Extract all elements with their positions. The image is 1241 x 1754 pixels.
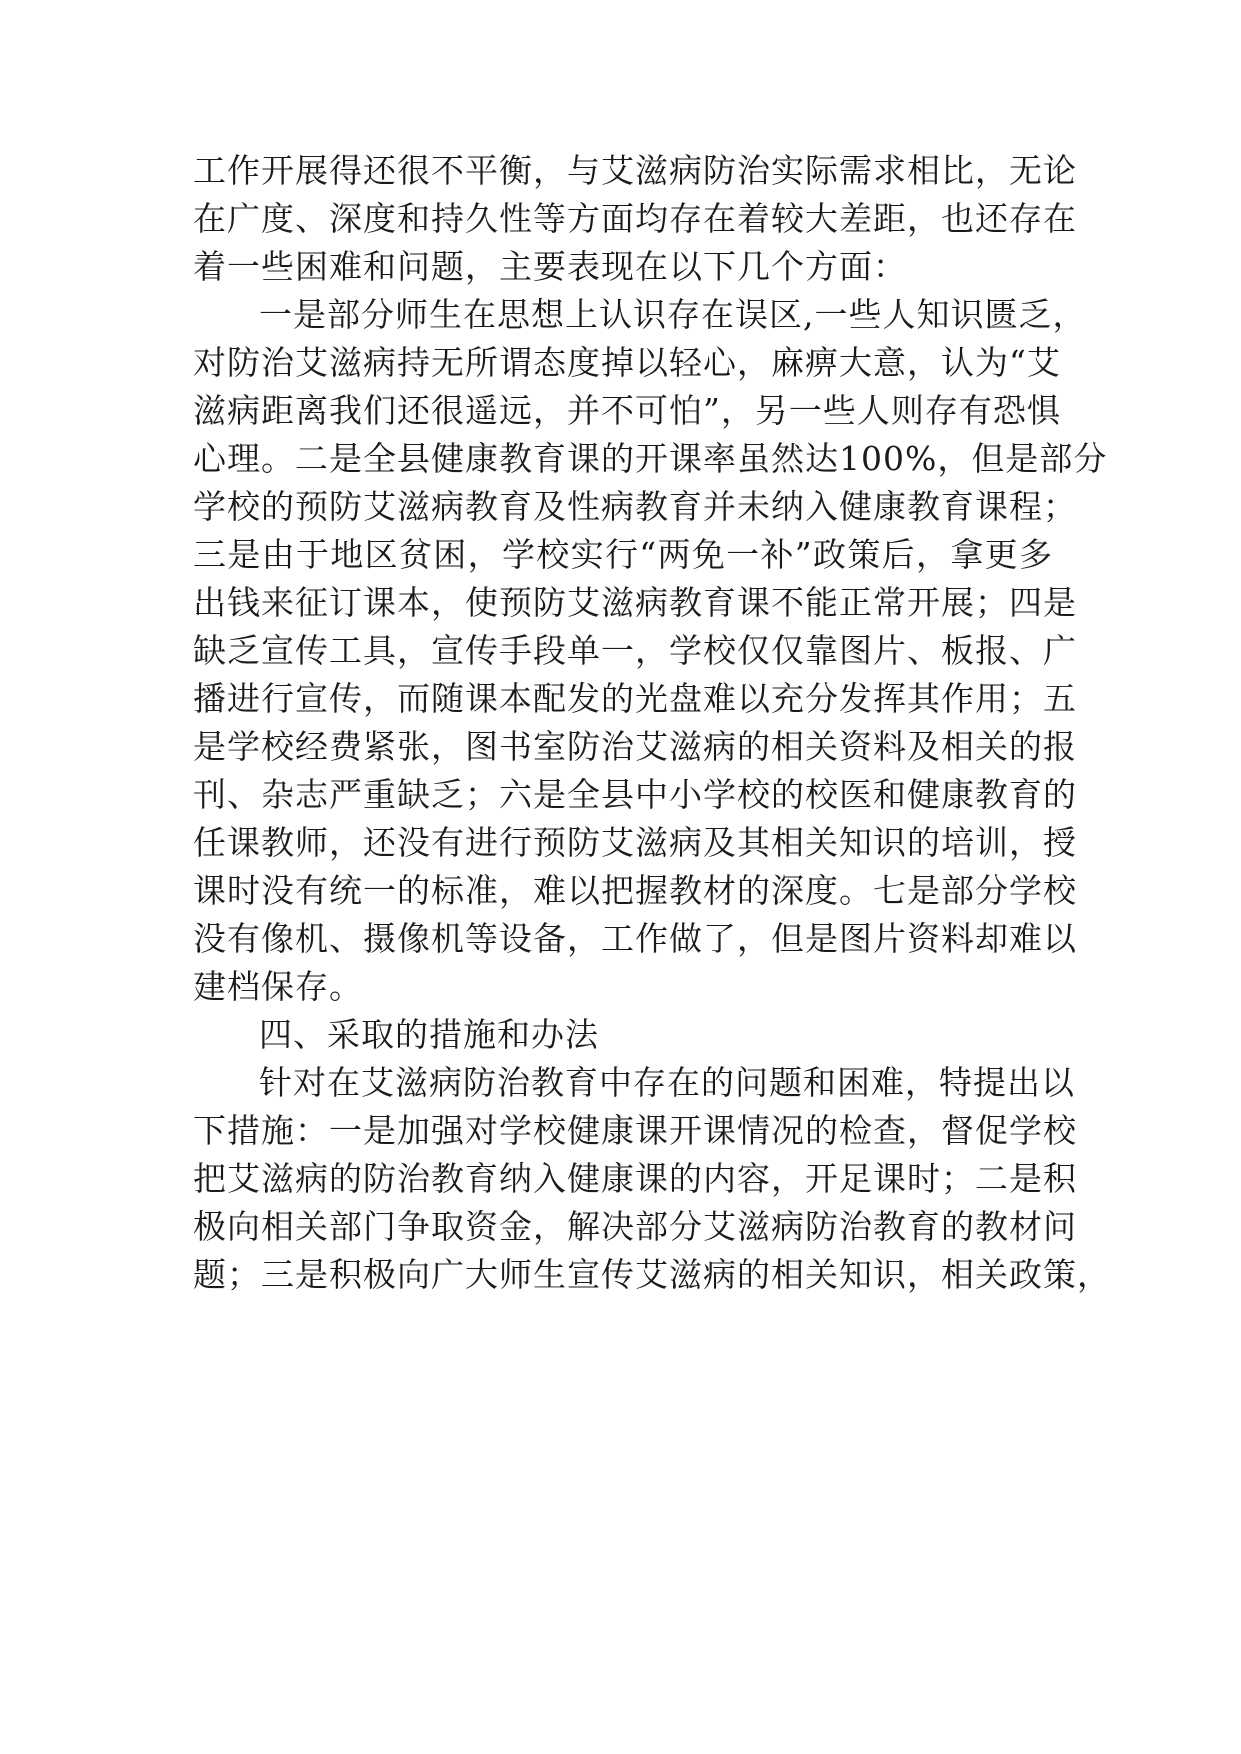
paragraph-line: 一是部分师生在思想上认识存在误区,一些人知识匮乏， xyxy=(259,295,1087,334)
paragraph-line: 刊、杂志严重缺乏；六是全县中小学校的校医和健康教育的 xyxy=(193,775,1077,814)
paragraph-line: 题；三是积极向广大师生宣传艾滋病的相关知识，相关政策， xyxy=(193,1255,1111,1294)
paragraph-line: 课时没有统一的标准，难以把握教材的深度。七是部分学校 xyxy=(193,871,1077,910)
paragraph-line: 滋病距离我们还很遥远，并不可怕”，另一些人则存有恐惧 xyxy=(193,391,1061,430)
paragraph-line: 缺乏宣传工具，宣传手段单一，学校仅仅靠图片、板报、广 xyxy=(193,631,1077,670)
paragraph-line: 工作开展得还很不平衡，与艾滋病防治实际需求相比，无论 xyxy=(193,151,1077,190)
paragraph-line: 出钱来征订课本，使预防艾滋病教育课不能正常开展；四是 xyxy=(193,583,1077,622)
paragraph-line: 任课教师，还没有进行预防艾滋病及其相关知识的培训，授 xyxy=(193,823,1077,862)
paragraph-line: 没有像机、摄像机等设备，工作做了，但是图片资料却难以 xyxy=(193,919,1077,958)
section-heading: 四、采取的措施和办法 xyxy=(259,1015,599,1054)
paragraph-line: 三是由于地区贫困，学校实行“两免一补”政策后，拿更多 xyxy=(193,535,1053,574)
paragraph-line: 下措施：一是加强对学校健康课开课情况的检查，督促学校 xyxy=(193,1111,1077,1150)
paragraph-line: 极向相关部门争取资金，解决部分艾滋病防治教育的教材问 xyxy=(193,1207,1077,1246)
paragraph-line: 心理。二是全县健康教育课的开课率虽然达100%，但是部分 xyxy=(193,439,1108,478)
paragraph-line: 把艾滋病的防治教育纳入健康课的内容，开足课时；二是积 xyxy=(193,1159,1077,1198)
paragraph-line: 针对在艾滋病防治教育中存在的问题和困难，特提出以 xyxy=(259,1063,1075,1102)
paragraph-line: 建档保存。 xyxy=(193,967,363,1006)
paragraph-line: 播进行宣传，而随课本配发的光盘难以充分发挥其作用；五 xyxy=(193,679,1077,718)
paragraph-line: 着一些困难和问题，主要表现在以下几个方面： xyxy=(193,247,907,286)
paragraph-line: 学校的预防艾滋病教育及性病教育并未纳入健康教育课程； xyxy=(193,487,1077,526)
paragraph-line: 是学校经费紧张，图书室防治艾滋病的相关资料及相关的报 xyxy=(193,727,1077,766)
paragraph-line: 对防治艾滋病持无所谓态度掉以轻心，麻痹大意，认为“艾 xyxy=(193,343,1061,382)
paragraph-line: 在广度、深度和持久性等方面均存在着较大差距，也还存在 xyxy=(193,199,1077,238)
